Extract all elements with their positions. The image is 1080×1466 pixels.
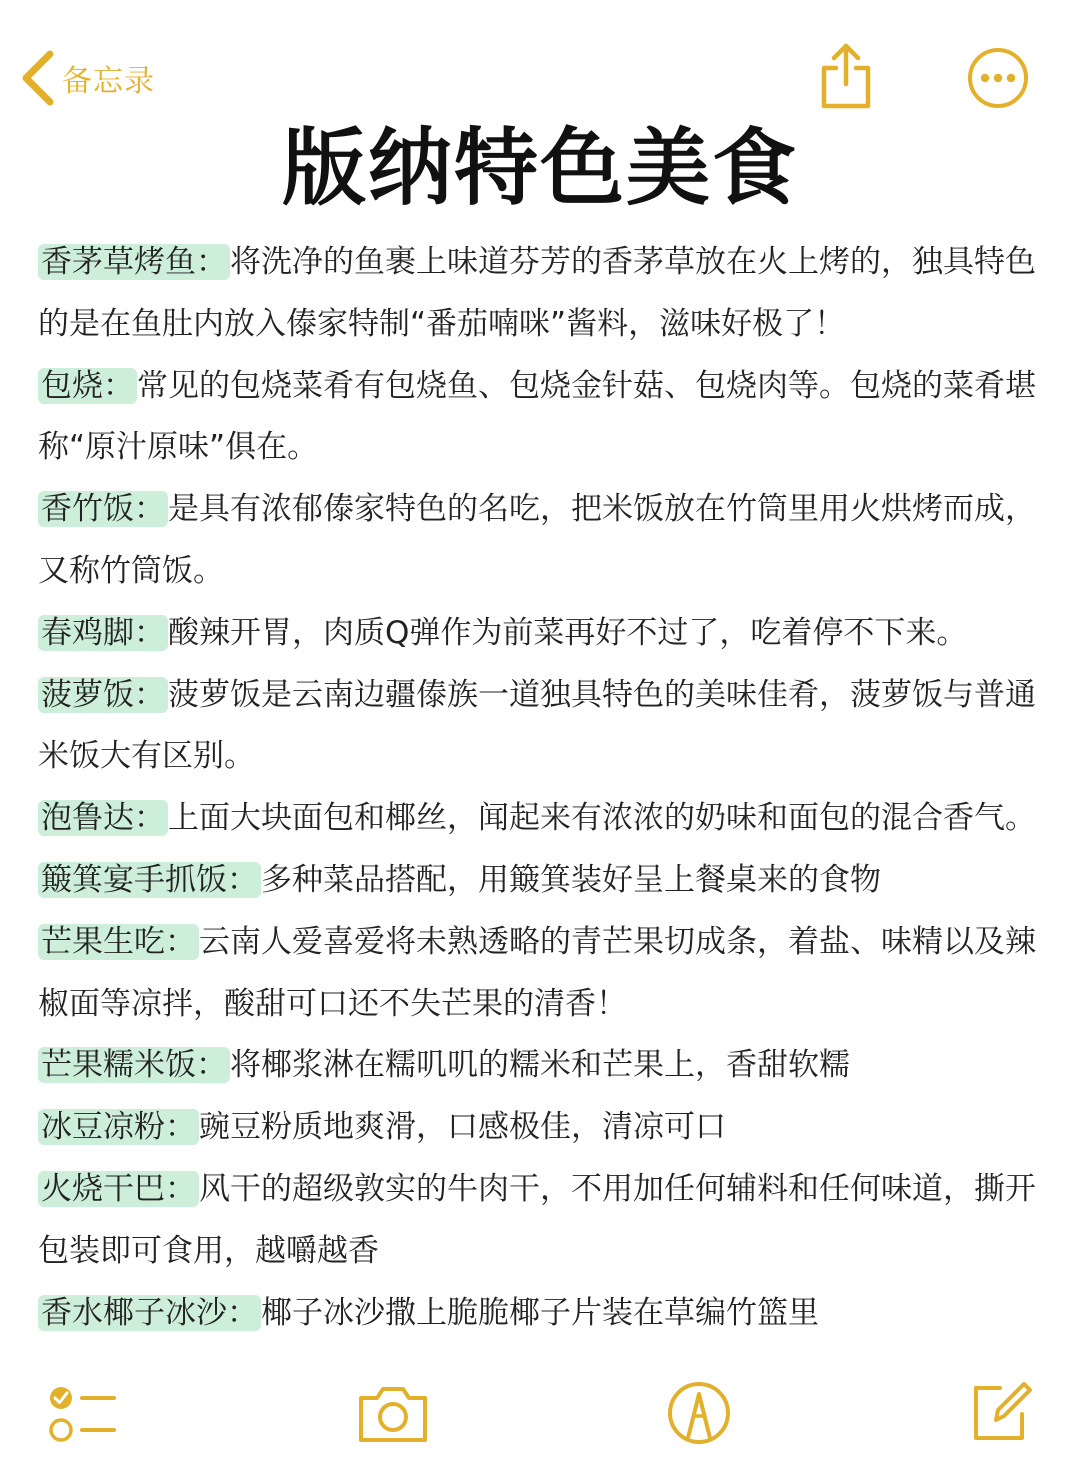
entry-name: 芒果生吃：	[38, 924, 199, 960]
top-bar	[0, 0, 1080, 120]
note-entry	[38, 479, 1046, 603]
note-entry	[38, 912, 1046, 1036]
note-entry	[38, 1097, 1046, 1159]
note-entry	[38, 1035, 1046, 1097]
camera-icon	[355, 1384, 431, 1444]
markup-button[interactable]	[666, 1380, 732, 1450]
entry-text: 常见的包烧菜肴有包烧鱼、包烧金针菇、包烧肉等。包烧的菜肴堪称“原汁原味”俱在。	[38, 367, 1036, 466]
entry-name: 冰豆凉粉：	[38, 1109, 199, 1145]
entry-name: 包烧：	[38, 368, 137, 404]
note-entry	[38, 1283, 1046, 1345]
entry-text: 将椰浆淋在糯叽叽的糯米和芒果上，香甜软糯	[230, 1047, 850, 1084]
bottom-toolbar	[0, 1370, 1080, 1466]
share-button[interactable]	[816, 40, 876, 116]
note-body[interactable]	[38, 232, 1046, 1344]
entry-text: 云南人爱喜爱将未熟透略的青芒果切成条，着盐、味精以及辣椒面等凉拌，酸甜可口还不失芒果的清香！	[38, 923, 1036, 1022]
entry-name: 火烧干巴：	[38, 1171, 199, 1207]
checklist-button[interactable]	[46, 1382, 118, 1450]
entry-text: 菠萝饭是云南边疆傣族一道独具特色的美味佳肴，菠萝饭与普通米饭大有区别。	[38, 676, 1036, 775]
note-title: 版纳特色美食	[281, 119, 798, 217]
note-entry	[38, 356, 1046, 480]
entry-text: 多种菜品搭配，用簸箕装好呈上餐桌来的食物	[261, 861, 881, 898]
entry-name: 香水椰子冰沙：	[38, 1295, 261, 1331]
back-button[interactable]	[20, 48, 155, 108]
note-entry	[38, 665, 1046, 789]
note-entry	[38, 603, 1046, 665]
entry-name: 泡鲁达：	[38, 800, 168, 836]
note-entry	[38, 788, 1046, 850]
entry-text: 是具有浓郁傣家特色的名吃，把米饭放在竹筒里用火烘烤而成，又称竹筒饭。	[38, 491, 1036, 589]
entry-name: 菠萝饭：	[38, 677, 168, 713]
compose-icon	[970, 1380, 1034, 1444]
entry-text: 将洗净的鱼裹上味道芬芳的香茅草放在火上烤的，独具特色的是在鱼肚内放入傣家特制“番茄喃咪”酱料，滋味好极了！	[38, 244, 1036, 342]
chevron-left-icon	[20, 50, 56, 106]
entry-text: 椰子冰沙撒上脆脆椰子片装在草编竹篮里	[261, 1294, 819, 1331]
share-icon	[816, 40, 876, 112]
checklist-icon	[46, 1382, 118, 1446]
note-entry	[38, 1159, 1046, 1283]
compose-button[interactable]	[970, 1380, 1034, 1448]
camera-button[interactable]	[355, 1384, 431, 1448]
back-label: 备忘录	[62, 64, 155, 99]
note-entry	[38, 850, 1046, 912]
entry-name: 芒果糯米饭：	[38, 1047, 230, 1083]
entry-text: 风干的超级敦实的牛肉干，不用加任何辅料和任何味道，撕开包装即可食用，越嚼越香	[38, 1170, 1036, 1269]
entry-name: 簸箕宴手抓饭：	[38, 862, 261, 898]
more-icon	[966, 46, 1030, 110]
entry-name: 香茅草烤鱼：	[38, 244, 230, 280]
entry-text: 上面大块面包和椰丝，闻起来有浓浓的奶味和面包的混合香气。	[168, 800, 1036, 837]
more-button[interactable]	[966, 46, 1030, 114]
entry-text: 豌豆粉质地爽滑，口感极佳，清凉可口	[199, 1109, 726, 1146]
entry-name: 香竹饭：	[38, 491, 168, 527]
markup-pen-icon	[666, 1380, 732, 1446]
entry-text: 酸辣开胃，肉质Q弹作为前菜再好不过了，吃着停不下来。	[168, 614, 968, 651]
entry-name: 春鸡脚：	[38, 615, 168, 651]
note-entry	[38, 232, 1046, 356]
